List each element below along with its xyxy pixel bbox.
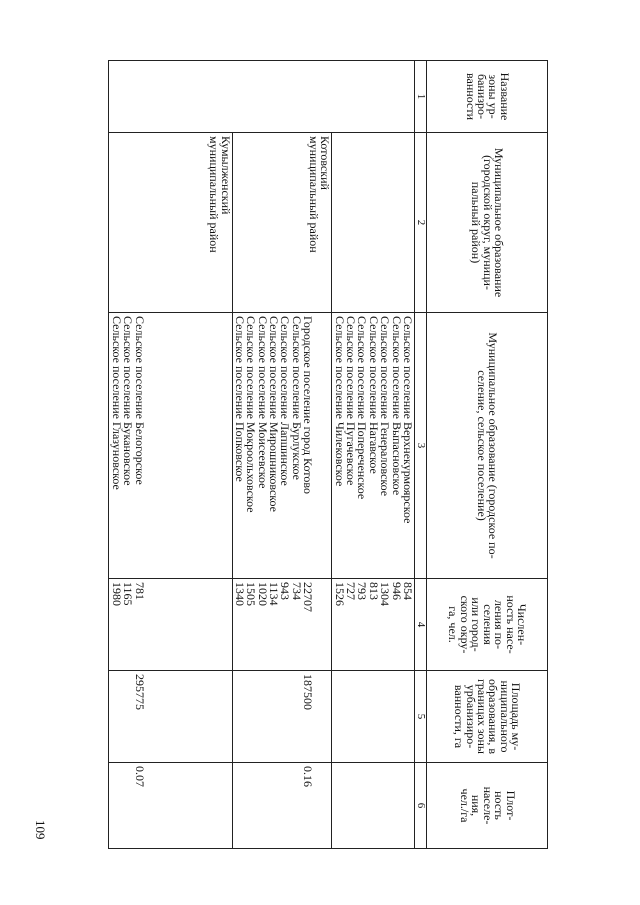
header-row [427,61,548,849]
population-value: 1304 [378,582,393,606]
table-row [109,61,232,849]
population-list [109,579,232,671]
table-row [232,61,332,849]
settlement-name: Сельское поселение Лапшинское [278,316,293,486]
population-value: 943 [278,582,293,600]
district-name: Кумылженский [218,136,233,215]
population-value: 22707 [301,582,316,612]
urbanization-zone-table [108,60,548,849]
settlement-name: Городское поселение город Котово [301,316,316,494]
settlement-name: Сельское поселение Выпасновское [389,316,404,496]
density-value: 0.07 [132,766,147,787]
municipality-cell [332,133,415,313]
settlement-name: Сельское поселение Пугачевское [344,316,359,486]
settlement-name: Сельское поселение Нагавское [366,316,381,474]
settlement-name: Сельское поселение Чилековское [332,316,347,487]
area-value: 295775 [132,674,147,710]
settlement-name: Сельское поселение Верхнекурмоярское [401,316,415,524]
settlement-name: Сельское поселение Мокроольховское [244,316,259,513]
header-zone-name: Название зоны ур- банизро- ванности [427,61,548,133]
population-value: 793 [355,582,370,600]
column-number: 4 [415,579,427,671]
settlement-name: Сельское поселение Попереченское [355,316,370,500]
municipality-cell [109,133,232,313]
column-number: 3 [415,313,427,579]
table-row [332,61,415,849]
column-number: 1 [415,61,427,133]
column-number: 2 [415,133,427,313]
settlement-list [232,313,332,579]
density-cell [109,763,232,849]
population-value: 1340 [232,582,247,606]
settlement-list [332,313,415,579]
population-value: 1980 [109,582,124,606]
column-number-row [415,61,427,849]
column-number: 5 [415,671,427,763]
municipality-cell [232,133,332,313]
population-value: 727 [344,582,359,600]
header-density: Плот- ность населе- ния, чел./га [427,763,548,849]
area-value: 187500 [301,674,316,710]
area-cell [232,671,332,763]
population-value: 781 [132,582,147,600]
settlement-name: Сельское поселение Белогорское [132,316,147,485]
area-cell [109,671,232,763]
density-value: 0.16 [301,766,316,787]
population-value: 1505 [244,582,259,606]
district-name: Котовский [318,136,333,190]
population-list [232,579,332,671]
page-number: 109 [33,820,48,840]
settlement-name: Сельское поселение Генераловское [378,316,393,497]
settlement-list [109,313,232,579]
population-value: 1526 [332,582,347,606]
population-list [332,579,415,671]
header-population: Числен- ность насе- ления по- селения или город- ского окру- га, чел. [427,579,548,671]
population-value: 854 [401,582,415,600]
header-area: Площадь му- ниципального образования, в границах зоны урбанизиро- ванности, га [427,671,548,763]
zone-name-cell [109,61,415,133]
population-value: 1134 [267,582,282,606]
header-municipality: Муниципальное образование (городской округ, муници- пальный район) [427,133,548,313]
population-value: 946 [389,582,404,600]
density-cell [332,763,415,849]
population-value: 1165 [121,582,136,606]
district-name: муниципальный район [306,136,321,253]
area-cell [332,671,415,763]
settlement-name: Сельское поселение Попковское [232,316,247,482]
population-value: 1020 [255,582,270,606]
column-number: 6 [415,763,427,849]
population-value: 734 [289,582,304,600]
header-settlement: Муниципальное образование (городское по- селение, сельское поселение) [427,313,548,579]
settlement-name: Сельское поселение Моисеевское [255,316,270,489]
settlement-name: Сельское поселение Букановское [121,316,136,486]
settlement-name: Сельское поселение Мирошниковское [267,316,282,512]
rotated-table-container [68,60,548,848]
density-cell [232,763,332,849]
settlement-name: Сельское поселение Глазуновское [109,316,124,490]
settlement-name: Сельское поселение Бурлукское [289,316,304,480]
district-name: муниципальный район [207,136,222,253]
population-value: 813 [366,582,381,600]
